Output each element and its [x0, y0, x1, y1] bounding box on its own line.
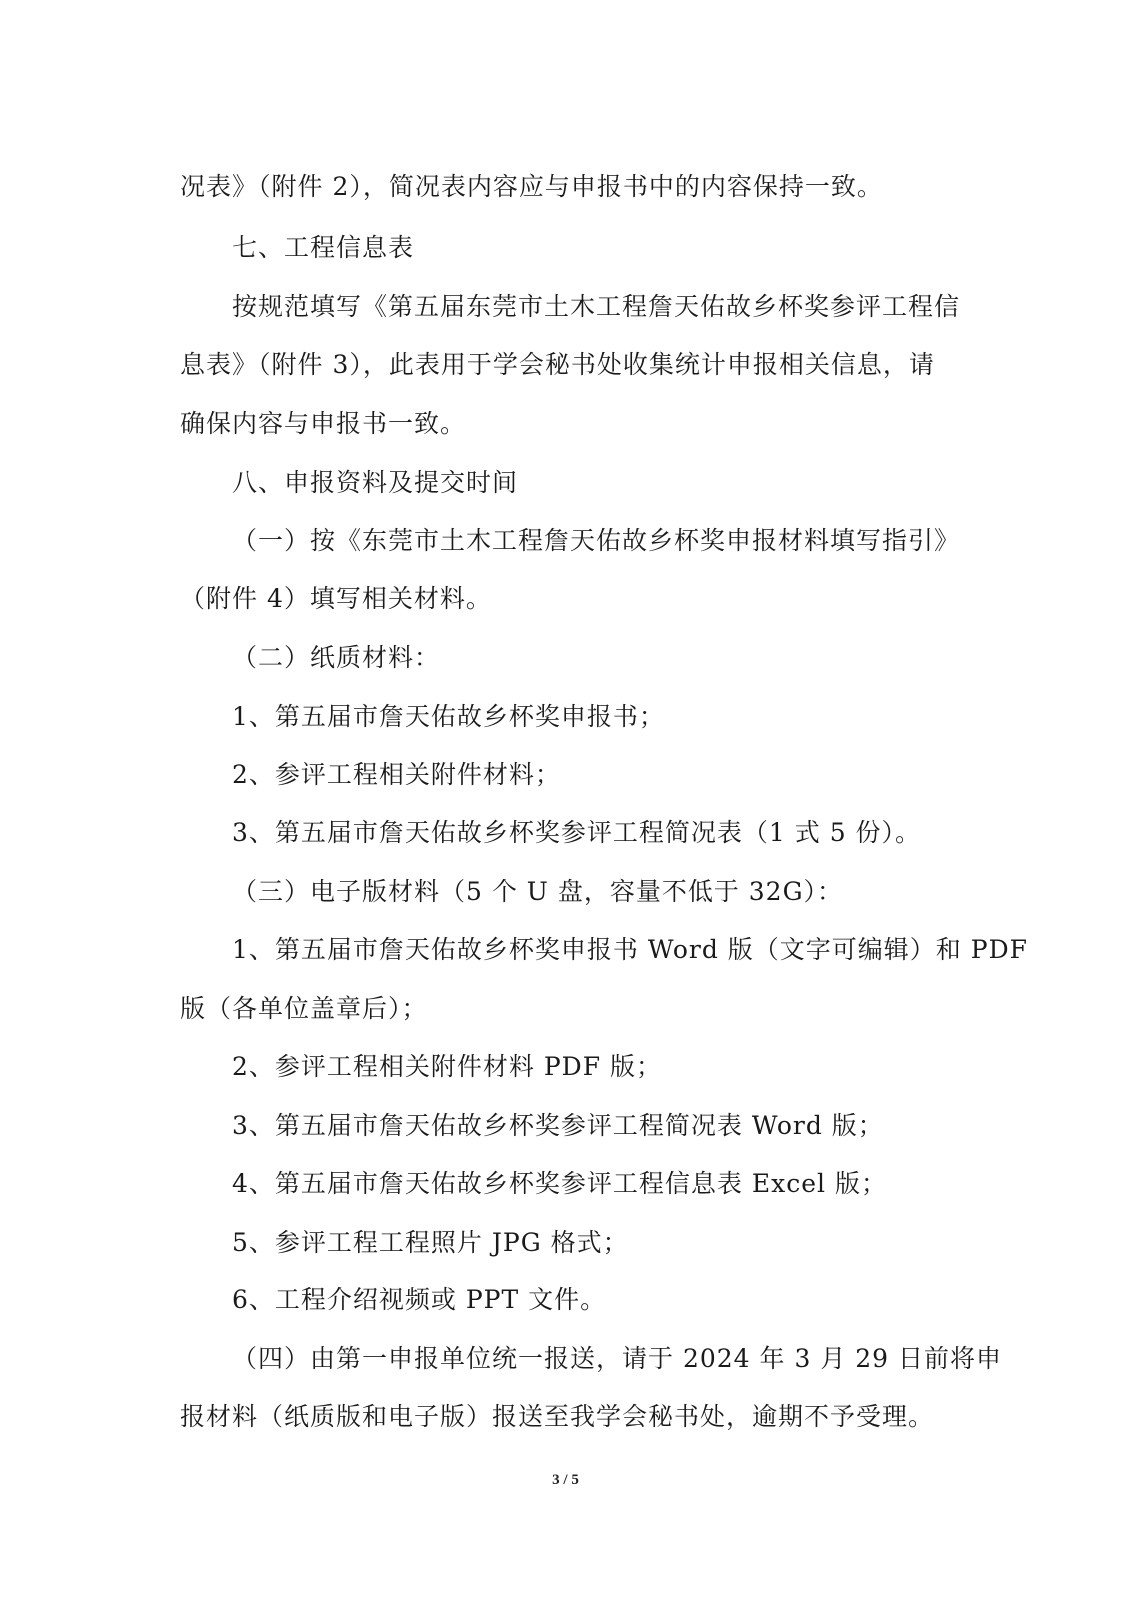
page-number: 3 / 5 — [552, 1472, 579, 1488]
section-heading: 八、申报资料及提交时间 — [232, 468, 519, 497]
paragraph-line: 况表》（附件 2），简况表内容应与申报书中的内容保持一致。 — [180, 172, 883, 201]
paragraph-line: （四）由第一申报单位统一报送，请于 2024 年 3 月 29 日前将申 — [232, 1344, 1003, 1373]
paragraph-line: （附件 4）填写相关材料。 — [180, 584, 492, 613]
list-item: 3、第五届市詹天佑故乡杯奖参评工程简况表 Word 版； — [232, 1111, 884, 1140]
list-item: 5、参评工程工程照片 JPG 格式； — [232, 1228, 629, 1257]
list-item: 1、第五届市詹天佑故乡杯奖申报书 Word 版（文字可编辑）和 PDF — [232, 935, 1028, 964]
paragraph-line: 确保内容与申报书一致。 — [180, 409, 467, 438]
list-item: 1、第五届市詹天佑故乡杯奖申报书； — [232, 702, 665, 731]
section-heading: 七、工程信息表 — [232, 233, 415, 262]
paragraph-line: 报材料（纸质版和电子版）报送至我学会秘书处，逾期不予受理。 — [180, 1402, 935, 1431]
list-item: 2、参评工程相关附件材料 PDF 版； — [232, 1052, 663, 1081]
list-item: 2、参评工程相关附件材料； — [232, 760, 561, 789]
list-item: 6、工程介绍视频或 PPT 文件。 — [232, 1285, 607, 1314]
list-item: 3、第五届市詹天佑故乡杯奖参评工程简况表（1 式 5 份）。 — [232, 818, 922, 847]
paragraph-line: 息表》（附件 3），此表用于学会秘书处收集统计申报相关信息，请 — [180, 350, 935, 379]
list-item: 4、第五届市詹天佑故乡杯奖参评工程信息表 Excel 版； — [232, 1169, 887, 1198]
subsection-heading: （二）纸质材料： — [232, 643, 441, 672]
paragraph-line: 版（各单位盖章后）； — [180, 994, 428, 1023]
paragraph-line: （一）按《东莞市土木工程詹天佑故乡杯奖申报材料填写指引》 — [232, 526, 961, 555]
subsection-heading: （三）电子版材料（5 个 U 盘，容量不低于 32G）： — [232, 877, 844, 906]
paragraph-line: 按规范填写《第五届东莞市土木工程詹天佑故乡杯奖参评工程信 — [232, 292, 961, 321]
